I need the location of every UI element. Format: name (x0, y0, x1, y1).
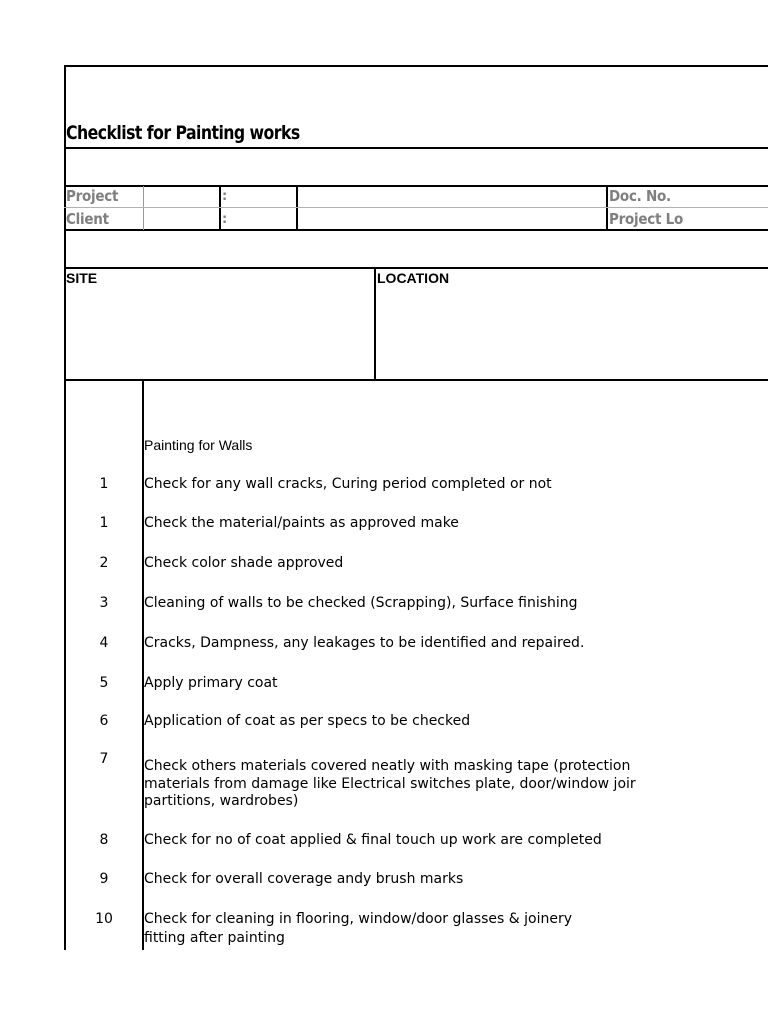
item-number: 1 (99, 476, 109, 492)
item-number: 5 (99, 675, 109, 691)
checklist-item: Apply primary coat (144, 675, 278, 691)
top-border (64, 65, 768, 67)
title-bottom-border (64, 147, 768, 149)
checklist-item: Check for no of coat applied & final touch up work are completed (144, 832, 602, 848)
checklist-item: Check color shade approved (144, 555, 344, 571)
checklist-item: Cracks, Dampness, any leakages to be identified and repaired. (144, 635, 585, 651)
checklist-item-line: Check others materials covered neatly with masking tape (protection (144, 758, 631, 774)
item-number: 10 (95, 911, 113, 927)
section-title: Painting for Walls (144, 437, 253, 453)
site-label: SITE (66, 270, 98, 286)
item-number: 7 (99, 751, 109, 767)
site-location-divider (374, 268, 376, 380)
item-number: 6 (99, 713, 109, 729)
project-label: Project (66, 187, 119, 205)
checklist-item: Cleaning of walls to be checked (Scrapping), Surface finishing (144, 595, 578, 611)
checklist-item-line: partitions, wardrobes) (144, 793, 299, 809)
header-divider-2 (219, 186, 221, 230)
client-label: Client (66, 210, 109, 228)
project-colon: : (222, 189, 228, 204)
site-bottom-border (64, 379, 768, 381)
doc-no-label: Doc. No. (609, 187, 671, 205)
checklist-item-line: fitting after painting (144, 930, 285, 946)
header-bottom-border (64, 229, 768, 231)
header-row-divider (64, 207, 768, 208)
item-number: 9 (99, 871, 109, 887)
item-number: 4 (99, 635, 109, 651)
item-number: 2 (99, 555, 109, 571)
checklist-item: Check the material/paints as approved make (144, 515, 459, 531)
checklist-item: Application of coat as per specs to be checked (144, 713, 471, 729)
client-colon: : (222, 212, 228, 227)
checklist-item-line: materials from damage like Electrical switches plate, door/window joir (144, 776, 636, 792)
header-divider-1 (143, 186, 144, 230)
item-number: 1 (99, 515, 109, 531)
document-title: Checklist for Painting works (66, 122, 300, 144)
checklist-item: Check for overall coverage andy brush marks (144, 871, 464, 887)
header-divider-3 (296, 186, 298, 230)
header-divider-4 (606, 186, 608, 230)
item-number: 3 (99, 595, 109, 611)
project-location-label: Project Lo (609, 210, 683, 228)
site-top-border (64, 267, 768, 269)
checklist-item: Check for any wall cracks, Curing period completed or not (144, 476, 552, 492)
checklist-item-line: Check for cleaning in flooring, window/door glasses & joinery (144, 911, 573, 927)
location-label: LOCATION (377, 270, 450, 286)
item-number: 8 (99, 832, 109, 848)
number-column-divider (142, 380, 144, 950)
